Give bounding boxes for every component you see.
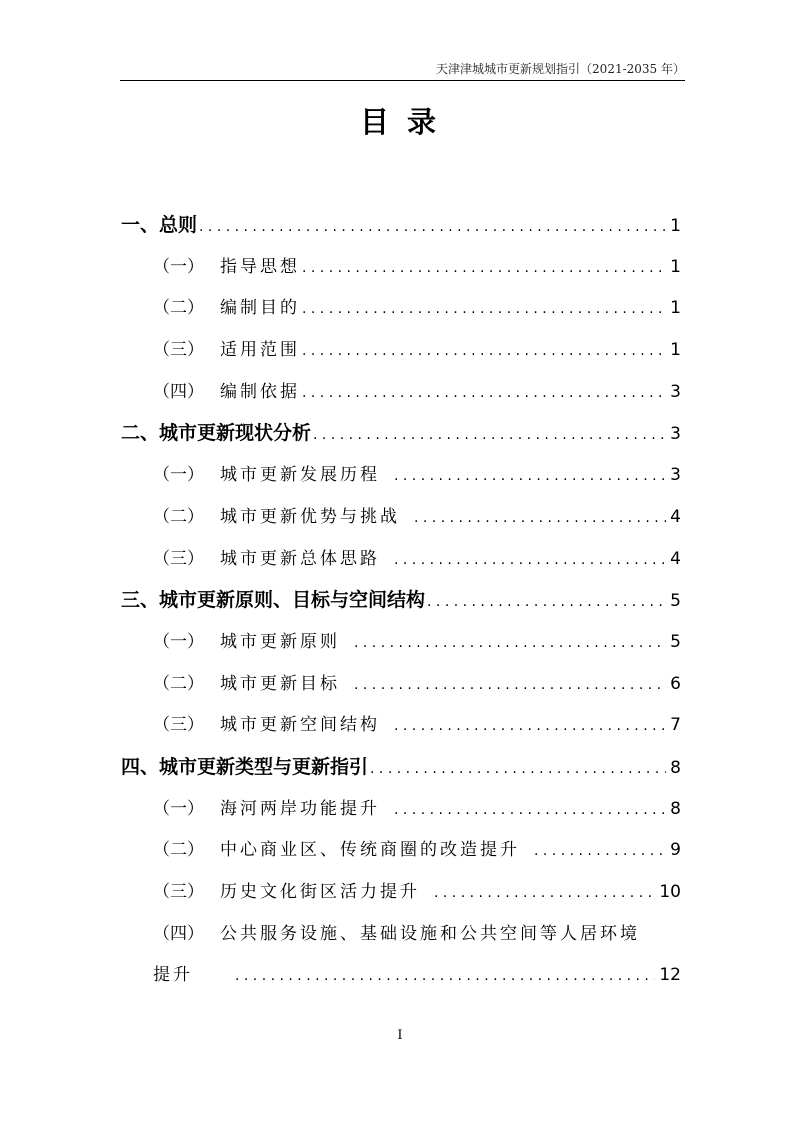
toc-entry-3-3[interactable] xyxy=(121,705,681,747)
toc-entry-4-1[interactable] xyxy=(121,789,681,831)
toc-entry-number: （一） xyxy=(153,798,204,819)
toc-leader-dots xyxy=(394,706,666,748)
toc-entry-number: （三） xyxy=(153,882,204,902)
toc-entry-4-3[interactable] xyxy=(121,872,681,914)
toc-page-number: 9 xyxy=(670,840,681,861)
toc-leader-dots xyxy=(394,540,666,582)
toc-page-number: 5 xyxy=(670,631,681,652)
toc-page-number: 8 xyxy=(670,798,681,819)
toc-entry-number: （三） xyxy=(153,548,204,569)
toc-page-number: 12 xyxy=(659,965,681,986)
toc-entry-label: 历史文化街区活力提升 xyxy=(220,882,420,902)
toc-entry-label: 城市更新总体思路 xyxy=(220,548,380,569)
toc-leader-dots xyxy=(302,248,666,290)
toc-entry-3-2[interactable] xyxy=(121,664,681,706)
toc-leader-dots xyxy=(434,873,655,915)
toc-entry-label: 海河两岸功能提升 xyxy=(220,798,380,819)
toc-entry-number: （三） xyxy=(153,340,204,361)
toc-page-number: 8 xyxy=(670,757,681,778)
toc-entry-label: 城市更新原则 xyxy=(220,631,340,652)
toc-leader-dots xyxy=(302,289,666,331)
toc-leader-dots xyxy=(394,456,666,498)
toc-entry-label: 城市更新优势与挑战 xyxy=(220,506,400,527)
header-rule xyxy=(120,80,685,81)
toc-entry-section-1[interactable] xyxy=(121,205,681,247)
toc-entry-label: 提升 xyxy=(153,965,193,986)
toc-entry-3-1[interactable] xyxy=(121,622,681,664)
toc-entry-number: （一） xyxy=(153,465,204,486)
toc-entry-4-2[interactable] xyxy=(121,830,681,872)
toc-entry-1-2[interactable] xyxy=(121,288,681,330)
toc-entry-number: （四） xyxy=(153,923,204,944)
toc-entry-4-4-continued[interactable] xyxy=(121,955,681,997)
toc-entry-number: （一） xyxy=(153,631,204,652)
toc-leader-dots xyxy=(354,623,666,665)
toc-entry-label: 编制目的 xyxy=(220,298,300,319)
toc-entry-2-3[interactable] xyxy=(121,539,681,581)
toc-leader-dots xyxy=(313,415,666,457)
toc-entry-1-4[interactable] xyxy=(121,372,681,414)
toc-leader-dots xyxy=(534,831,666,873)
toc-entry-label: 三、城市更新原则、目标与空间结构 xyxy=(121,589,426,612)
toc-page-number: 3 xyxy=(670,465,681,486)
toc-entry-2-1[interactable] xyxy=(121,455,681,497)
toc-leader-dots xyxy=(394,790,666,832)
toc-page-number: 3 xyxy=(670,424,681,445)
toc-entry-number: （三） xyxy=(153,715,204,736)
page-number-footer: I xyxy=(397,1028,403,1043)
toc-entry-label: 编制依据 xyxy=(220,381,300,402)
toc-entry-label: 公共服务设施、基础设施和公共空间等人居环境 xyxy=(220,923,640,944)
toc-leader-dots xyxy=(302,373,666,415)
toc-entry-label: 城市更新发展历程 xyxy=(220,465,380,486)
toc-leader-dots xyxy=(302,331,666,373)
running-header: 天津津城城市更新规划指引（2021-2035 年） xyxy=(436,62,685,76)
toc-entry-2-2[interactable] xyxy=(121,497,681,539)
toc-page-number: 1 xyxy=(670,256,681,277)
toc-entry-section-2[interactable] xyxy=(121,413,681,455)
toc-entry-1-1[interactable] xyxy=(121,247,681,289)
toc-entry-section-4[interactable] xyxy=(121,747,681,789)
toc-entry-label: 二、城市更新现状分析 xyxy=(121,422,312,445)
toc-leader-dots xyxy=(414,498,666,540)
toc-entry-label: 中心商业区、传统商圈的改造提升 xyxy=(220,840,520,861)
toc-page-number: 4 xyxy=(670,506,681,527)
toc-entry-section-3[interactable] xyxy=(121,580,681,622)
toc-page-number: 10 xyxy=(659,882,681,902)
table-of-contents xyxy=(121,205,681,997)
toc-entry-number: （二） xyxy=(153,840,204,861)
toc-entry-1-3[interactable] xyxy=(121,330,681,372)
toc-leader-dots xyxy=(235,956,655,998)
toc-page-number: 6 xyxy=(670,673,681,694)
toc-leader-dots xyxy=(199,207,666,249)
toc-entry-label: 四、城市更新类型与更新指引 xyxy=(121,755,369,778)
toc-entry-label: 城市更新目标 xyxy=(220,673,340,694)
toc-entry-label: 城市更新空间结构 xyxy=(220,715,380,736)
toc-page-number: 1 xyxy=(670,216,681,236)
toc-entry-number: （一） xyxy=(153,256,204,277)
toc-entry-number: （二） xyxy=(153,506,204,527)
toc-entry-number: （二） xyxy=(153,298,204,319)
toc-entry-label: 适用范围 xyxy=(220,340,300,361)
toc-leader-dots xyxy=(370,749,666,791)
page-title: 目 录 xyxy=(359,105,441,139)
toc-entry-label: 一、总则 xyxy=(121,214,198,236)
toc-page-number: 7 xyxy=(670,715,681,736)
toc-entry-number: （四） xyxy=(153,381,204,402)
toc-page-number: 5 xyxy=(670,591,681,612)
toc-entry-number: （二） xyxy=(153,673,204,694)
toc-entry-4-4[interactable] xyxy=(121,914,681,956)
toc-page-number: 3 xyxy=(670,381,681,402)
toc-page-number: 4 xyxy=(670,548,681,569)
toc-leader-dots xyxy=(427,582,666,624)
toc-leader-dots xyxy=(354,665,666,707)
toc-entry-label: 指导思想 xyxy=(220,256,300,277)
toc-page-number: 1 xyxy=(670,340,681,361)
toc-page-number: 1 xyxy=(670,298,681,319)
